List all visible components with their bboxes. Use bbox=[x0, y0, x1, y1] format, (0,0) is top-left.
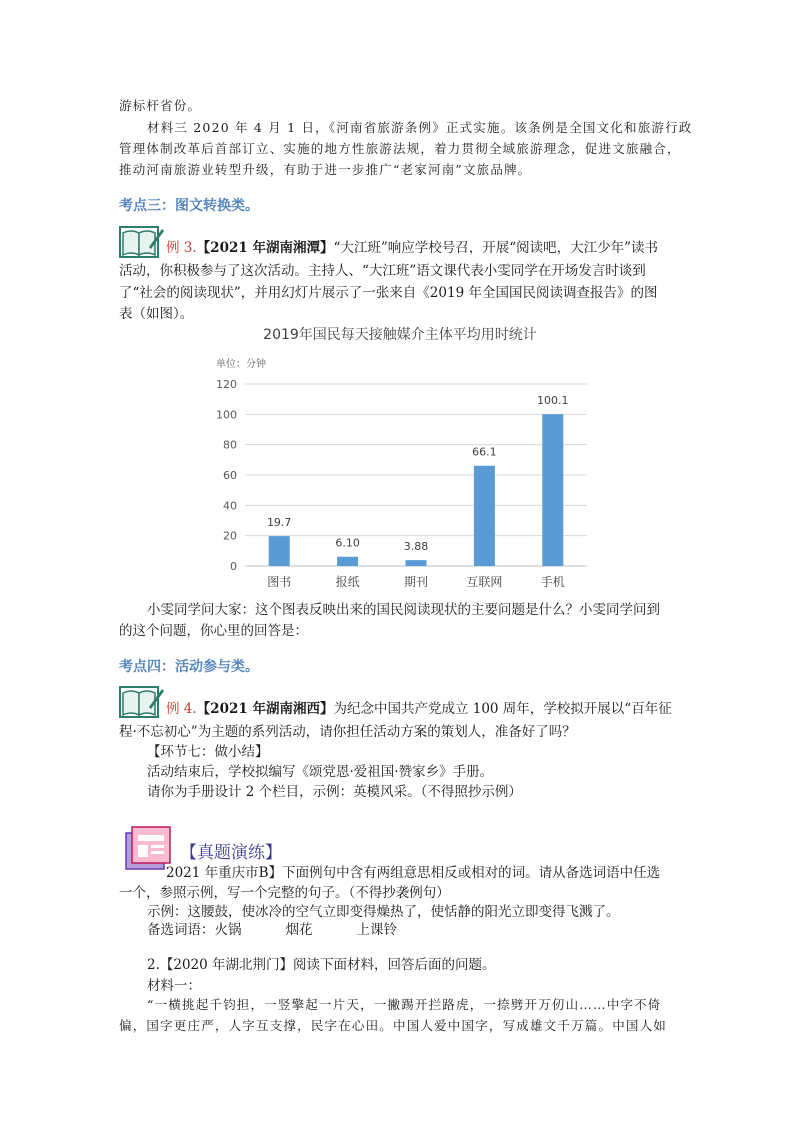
data-label: 100.1 bbox=[537, 394, 569, 408]
example-line: 活动，你积极参与了这次活动。主持人、“大江班”语文课代表小雯同学在开场发言时谈到 bbox=[119, 263, 646, 279]
section-heading: 考点三：图文转换类。 bbox=[119, 198, 259, 214]
practice-heading: 【真题演练】 bbox=[180, 843, 282, 863]
option-item: 烟花 bbox=[285, 922, 313, 938]
data-label: 6.10 bbox=[335, 536, 360, 550]
chart-title: 2019年国民每天接触媒介主体平均用时统计 bbox=[263, 327, 537, 343]
x-tick-label: 报纸 bbox=[335, 575, 360, 589]
y-tick-label: 40 bbox=[223, 499, 237, 513]
example-label: 例 4. bbox=[166, 701, 197, 717]
para-line: 推动河南旅游业转型升级，有助于进一步推广“老家河南”文旅品牌。 bbox=[119, 162, 532, 177]
practice-line: 一个，参照示例，写一个完整的句子。（不得抄袭例句） bbox=[119, 885, 450, 901]
practice-source: 2021 年重庆市B】 bbox=[166, 865, 283, 881]
practice-options bbox=[147, 918, 397, 938]
section-heading: 考点四：活动参与类。 bbox=[119, 659, 259, 675]
data-label: 66.1 bbox=[472, 445, 497, 459]
option-item: 火锅 bbox=[214, 922, 242, 938]
book-pencil-icon bbox=[119, 685, 165, 719]
x-tick-label: 图书 bbox=[267, 575, 292, 589]
bar-chart bbox=[200, 322, 600, 592]
data-label: 3.88 bbox=[403, 540, 429, 554]
example-label: 例 3. bbox=[166, 240, 197, 256]
x-tick-label: 期刊 bbox=[403, 575, 429, 589]
x-tick-label: 互联网 bbox=[466, 575, 503, 589]
y-tick-label: 100 bbox=[216, 408, 237, 422]
para-line: 游标杆省份。 bbox=[119, 98, 202, 113]
example-line bbox=[166, 697, 672, 717]
bar bbox=[406, 560, 427, 566]
para-line: 管理体制改革后首部订立、实施的地方性旅游法规，着力贯彻全域旅游理念，促进文旅融合， bbox=[119, 141, 681, 156]
y-tick-label: 20 bbox=[223, 529, 237, 543]
bar bbox=[269, 536, 290, 566]
practice-line bbox=[166, 861, 660, 881]
y-tick-label: 0 bbox=[230, 560, 237, 573]
example-line bbox=[166, 236, 658, 256]
example-line: 【环节七：做小结】 bbox=[147, 744, 269, 760]
example-line: 了“社会的阅读现状”，并用幻灯片展示了一张来自《2019 年全国国民阅读调查报告》的图 bbox=[119, 285, 658, 301]
practice-line: 示例：这腰鼓，使冰冷的空气立即变得燥热了，使恬静的阳光立即变得飞溅了。 bbox=[147, 904, 620, 920]
bar bbox=[542, 414, 563, 566]
practice-line: “一横挑起千钧担，一竖擎起一片天，一撇踢开拦路虎，一捺劈开万仞山……中字不倚 bbox=[147, 997, 662, 1012]
y-tick-label: 80 bbox=[223, 438, 237, 452]
chart-unit-label: 单位：分钟 bbox=[216, 359, 266, 370]
example-line: 程·不忘初心”为主题的系列活动，请你担任活动方案的策划人，准备好了吗？ bbox=[119, 724, 576, 740]
bar bbox=[474, 466, 495, 566]
example-source: 【2021 年湖南湘西】 bbox=[196, 701, 334, 717]
option-item: 上课铃 bbox=[356, 922, 397, 938]
y-tick-label: 120 bbox=[216, 378, 237, 391]
example-line: 活动结束后，学校拟编写《颂党恩·爱祖国·赞家乡》手册。 bbox=[147, 764, 494, 780]
practice-line: 偏，国字更庄严，人字互支撑，民字在心田。中国人爱中国字，写成雄文千万篇。中国人如 bbox=[119, 1018, 668, 1033]
question-line: 的这个问题，你心里的回答是： bbox=[119, 623, 308, 639]
example-text: “大江班”响应学校号召，开展“阅读吧，大江少年”读书 bbox=[333, 240, 659, 256]
bar bbox=[337, 557, 358, 566]
para-line: 材料三 2020 年 4 月 1 日，《河南省旅游条例》正式实施。该条例是全国文化和旅游行政 bbox=[147, 120, 693, 135]
example-source: 【2021 年湖南湘潭】 bbox=[196, 240, 334, 256]
practice-line: 2.【2020 年湖北荆门】阅读下面材料，回答后面的问题。 bbox=[147, 957, 496, 973]
practice-line: 材料一： bbox=[147, 978, 201, 994]
question-line: 小雯同学问大家：这个图表反映出来的国民阅读现状的主要问题是什么？小雯同学问到 bbox=[147, 602, 660, 618]
example-line: 表（如图）。 bbox=[119, 306, 194, 322]
x-tick-label: 手机 bbox=[540, 575, 565, 589]
data-label: 19.7 bbox=[266, 516, 292, 530]
practice-text: 下面例句中含有两组意思相反或相对的词。请从备选词语中任选 bbox=[282, 865, 661, 881]
example-line: 请你为手册设计 2 个栏目，示例：英模风采。（不得照抄示例） bbox=[147, 784, 522, 800]
example-text: 为纪念中国共产党成立 100 周年，学校拟开展以“百年征 bbox=[333, 701, 672, 717]
y-tick-label: 60 bbox=[223, 469, 237, 482]
book-pencil-icon bbox=[119, 225, 165, 259]
options-label: 备选词语： bbox=[147, 922, 215, 938]
